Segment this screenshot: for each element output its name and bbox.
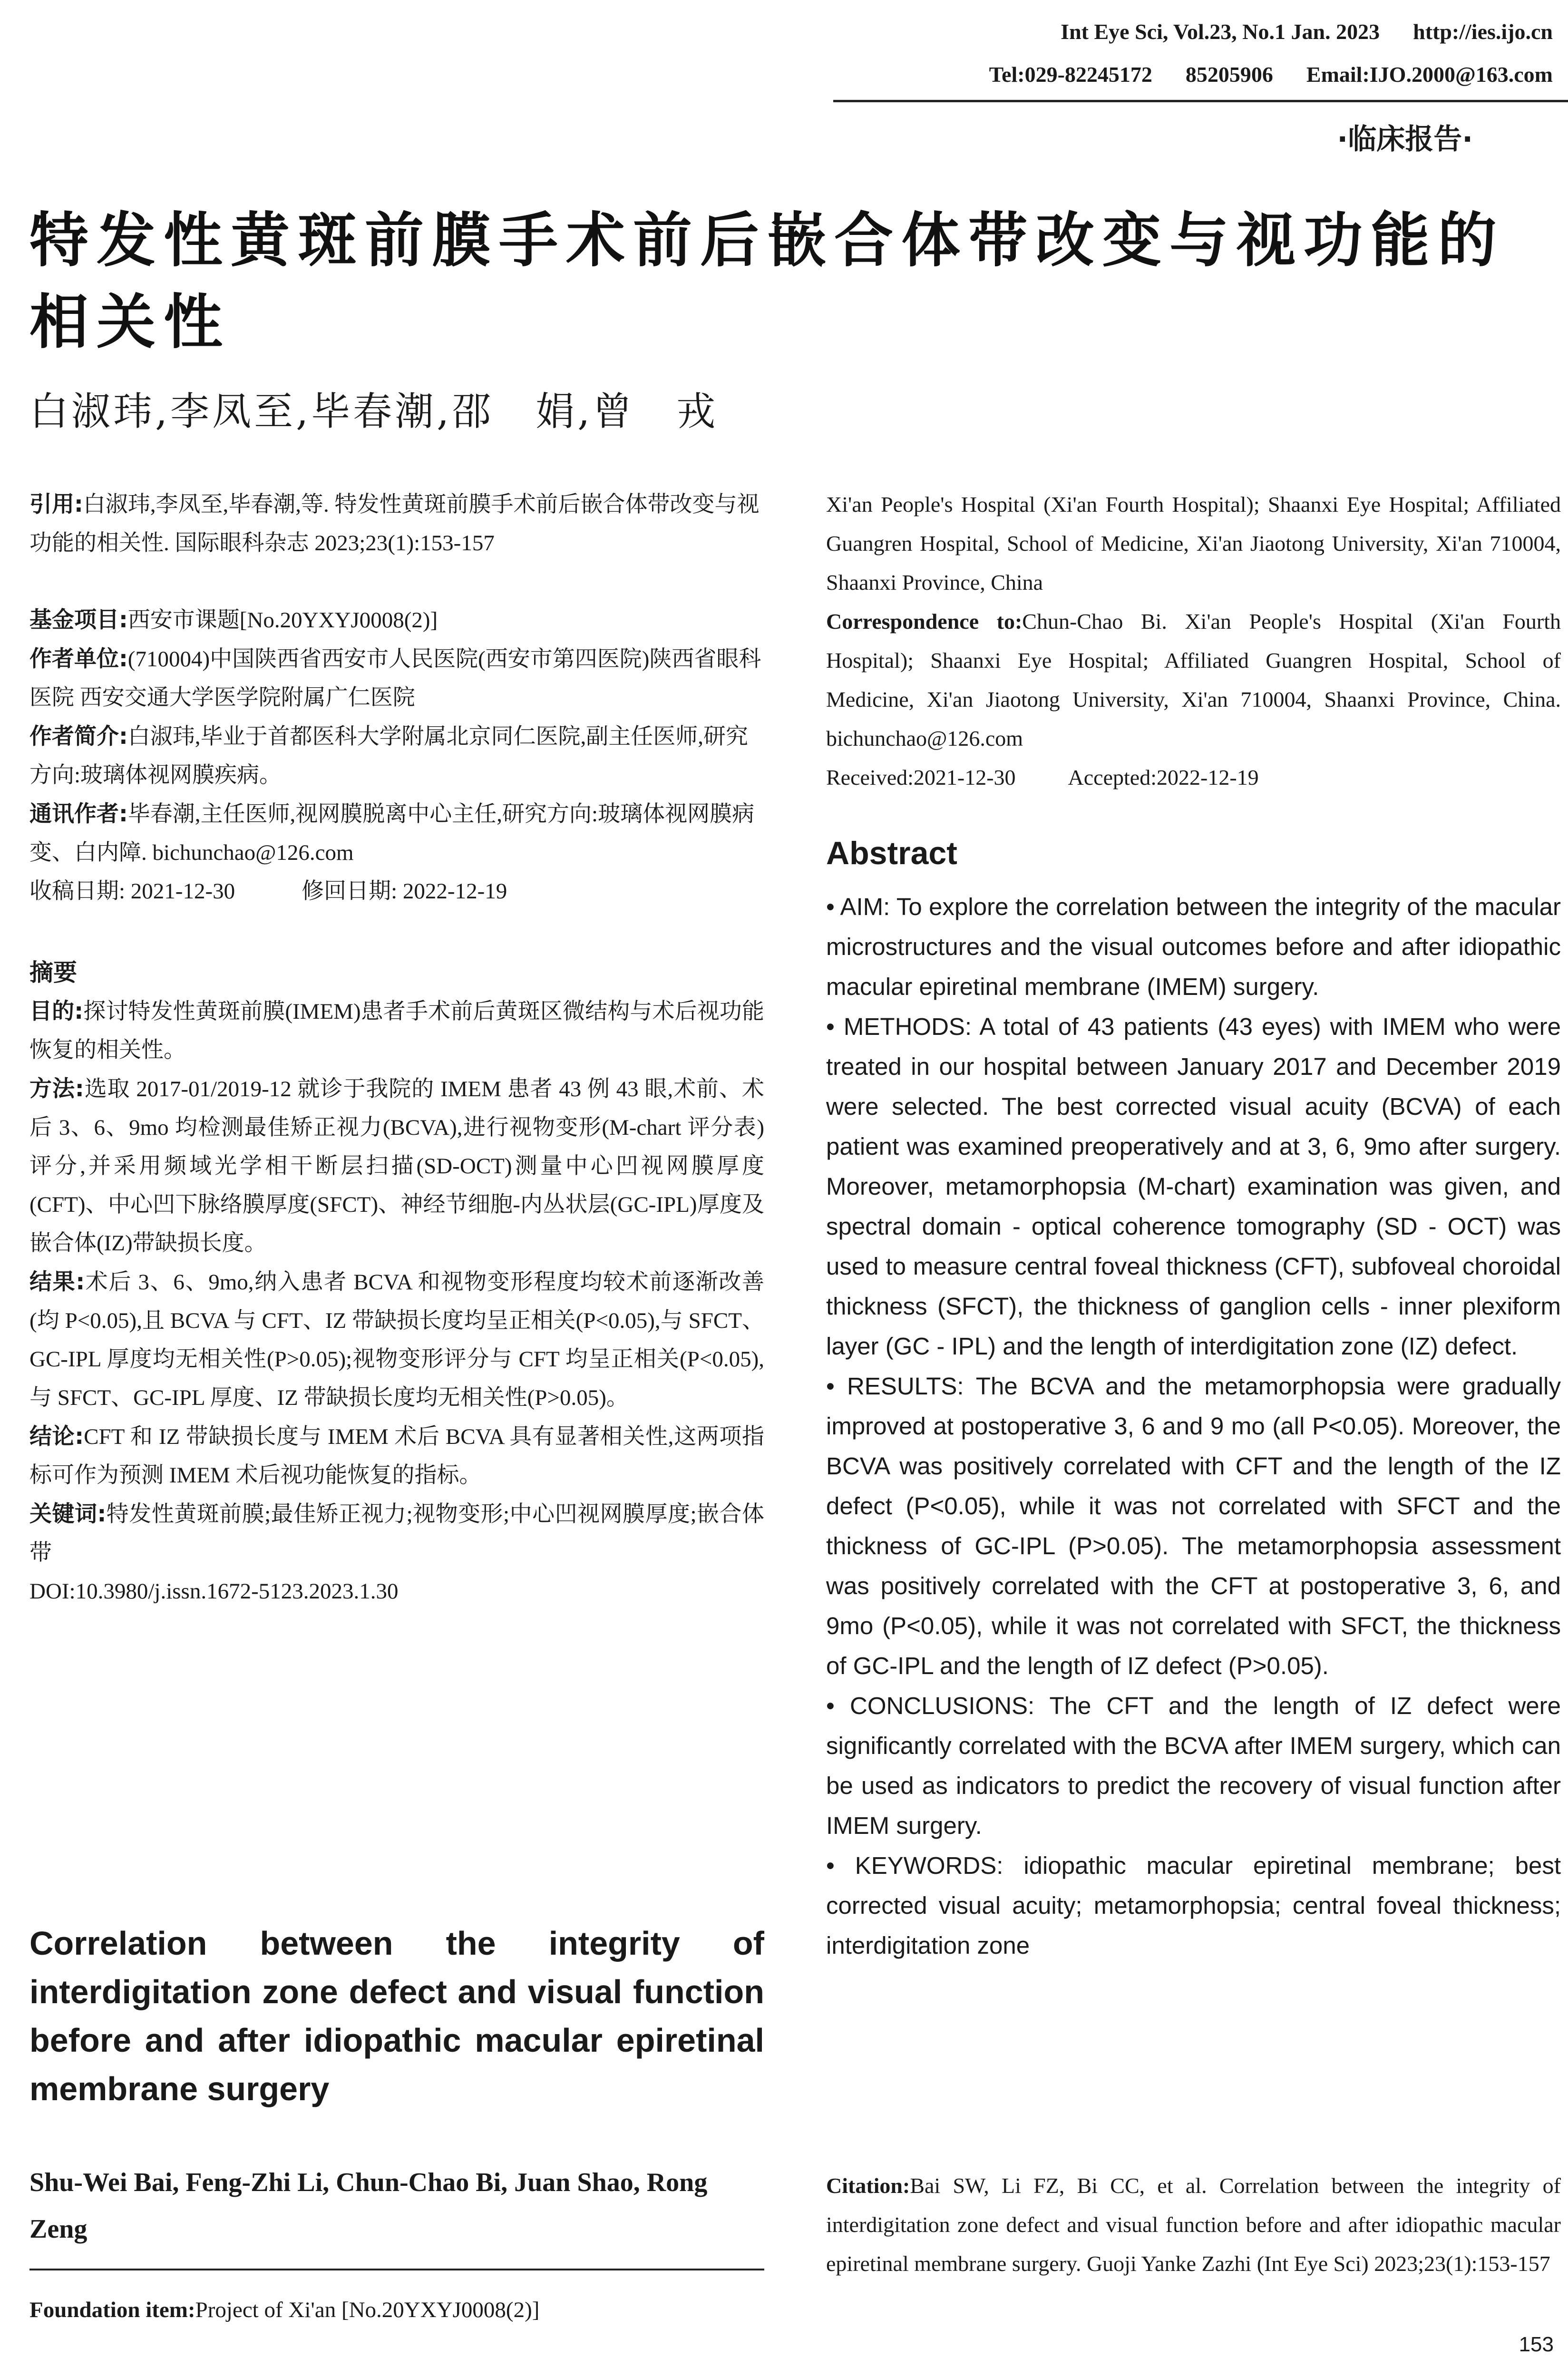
- correspondence-text: Chun-Chao Bi. Xi'an People's Hospital (Xi'an Fourth Hospital); Shaanxi Eye Hospital; Affiliated Guangren Hospital, School of Medicine, Xi'an Jiaotong University, Xi'an 710004, Shaanxi Province, China. bichunchao@126.com: [826, 609, 1561, 750]
- citation-cn-label: 引用:: [29, 491, 83, 517]
- keywords-cn-label: 关键词:: [29, 1501, 107, 1527]
- foundation-item: [29, 2297, 539, 2323]
- fund-info: [29, 601, 764, 640]
- methods-en-label: • METHODS:: [826, 1013, 972, 1040]
- journal-header-line1: [1061, 19, 1553, 44]
- results-en-label: • RESULTS:: [826, 1373, 964, 1400]
- citation-en-label: Citation:: [826, 2173, 910, 2198]
- journal-tel2: 85205906: [1185, 62, 1273, 87]
- aim-en-label: • AIM:: [826, 893, 890, 920]
- keywords-en-label: • KEYWORDS:: [826, 1852, 1003, 1879]
- citation-cn: [29, 485, 764, 563]
- journal-email[interactable]: Email:IJO.2000@163.com: [1306, 62, 1553, 87]
- correspondence-label: Correspondence to:: [826, 609, 1023, 633]
- accepted-en: Accepted:2022-12-19: [1068, 765, 1259, 789]
- results-en-text: The BCVA and the metamorphopsia were gradually improved at postoperative 3, 6 and 9 mo (all P<0.05). Moreover, the BCVA was positively correlated with CFT and the length of the IZ defect (P<0.05), while it was not correlated with SFCT and the thickness of GC-IPL (P>0.05). The metamorphopsia assessment was positively correlated with the CFT at postoperative 3, 6, and 9mo (P<0.05), while it was not correlated with SFCT, the thickness of GC-IPL and the length of IZ defect (P>0.05).: [826, 1373, 1561, 1679]
- received-cn: 收稿日期: 2021-12-30: [29, 879, 235, 904]
- results-en: [826, 1366, 1561, 1686]
- methods-cn-label: 方法:: [29, 1076, 84, 1102]
- aim-cn: [29, 992, 764, 1070]
- aim-en-text: To explore the correlation between the integrity of the macular microstructures and the visual outcomes before and after idiopathic macular epiretinal membrane (IMEM) surgery.: [826, 893, 1561, 1000]
- article-title-en: Correlation between the integrity of interdigitation zone defect and visual function before and after idiopathic macular epiretinal membrane surgery: [29, 1925, 764, 2107]
- results-cn: [29, 1263, 764, 1417]
- conclusion-cn: [29, 1417, 764, 1495]
- methods-cn-text: 选取 2017-01/2019-12 就诊于我院的 IMEM 患者 43 例 43 眼,术前、术后 3、6、9mo 均检测最佳矫正视力(BCVA),进行视物变形(M-chart 评分表)评分,并采用频域光学相干断层扫描(SD-OCT)测量中心凹视网膜厚度(CFT)、中心凹下脉络膜厚度(SFCT)、神经节细胞-内丛状层(GC-IPL)厚度及嵌合体(IZ)带缺损长度。: [29, 1077, 764, 1256]
- authors-en: Shu-Wei Bai, Feng-Zhi Li, Chun-Chao Bi, Juan Shao, Rong Zeng: [29, 2168, 708, 2244]
- section-label: ·临床报告·: [1337, 123, 1473, 156]
- conclusions-en: [826, 1686, 1561, 1846]
- journal-url[interactable]: http://ies.ijo.cn: [1413, 19, 1553, 44]
- foundation-text: Project of Xi'an [No.20YXYJ0008(2)]: [195, 2298, 540, 2322]
- abstract-en: [826, 887, 1561, 1966]
- received-en: Received:2021-12-30: [826, 765, 1016, 789]
- foundation-label: Foundation item:: [29, 2298, 195, 2322]
- conclusion-cn-label: 结论:: [29, 1423, 84, 1450]
- keywords-en-text: idiopathic macular epiretinal membrane; best corrected visual acuity; metamorphopsia; central foveal thickness; interdigitation zone: [826, 1852, 1561, 1959]
- revised-cn: 修回日期: 2022-12-19: [302, 879, 507, 904]
- methods-cn: [29, 1070, 764, 1263]
- affiliation-block: [826, 485, 1561, 797]
- header-rule: [833, 100, 1568, 102]
- citation-en-text: Bai SW, Li FZ, Bi CC, et al. Correlation between the integrity of interdigitation zone defect and visual function before and after idiopathic macular epiretinal membrane surgery. Guoji Yanke Zazhi (Int Eye Sci) 2023;23(1):153-157: [826, 2173, 1561, 2276]
- keywords-cn: [29, 1495, 764, 1572]
- methods-en: [826, 1007, 1561, 1366]
- unit-label: 作者单位:: [29, 646, 128, 672]
- fund-label: 基金项目:: [29, 607, 128, 633]
- abstract-cn-heading: 摘要: [29, 959, 77, 986]
- footnote-rule: [29, 2269, 764, 2270]
- journal-header-line2: [989, 62, 1553, 87]
- corr-cn-text: 毕春潮,主任医师,视网膜脱离中心主任,研究方向:玻璃体视网膜病变、白内障. bichunchao@126.com: [29, 802, 755, 865]
- conclusions-en-text: The CFT and the length of IZ defect were significantly correlated with the BCVA after IMEM surgery, which can be used as indicators to predict the recovery of visual function after IMEM surgery.: [826, 1692, 1561, 1839]
- article-title-cn: 特发性黄斑前膜手术前后嵌合体带改变与视功能的相关性: [29, 206, 1505, 357]
- results-cn-label: 结果:: [29, 1269, 85, 1295]
- bio-label: 作者简介:: [29, 723, 128, 750]
- correspondence-en: [826, 602, 1561, 758]
- journal-tel: Tel:029-82245172: [989, 62, 1152, 87]
- left-column: [29, 485, 764, 1611]
- corr-cn-label: 通讯作者:: [29, 801, 128, 827]
- affiliation-en: Xi'an People's Hospital (Xi'an Fourth Hospital); Shaanxi Eye Hospital; Affiliated Guangren Hospital, School of Medicine, Xi'an Jiaotong University, Xi'an 710004, Shaanxi Province, China: [826, 492, 1561, 594]
- bio-info: [29, 717, 764, 795]
- aim-cn-label: 目的:: [29, 998, 84, 1024]
- results-cn-text: 术后 3、6、9mo,纳入患者 BCVA 和视物变形程度均较术前逐渐改善(均 P<0.05),且 BCVA 与 CFT、IZ 带缺损长度均呈正相关(P<0.05),与 SFCT、GC-IPL 厚度均无相关性(P>0.05);视物变形评分与 CFT 均呈正相关(P<0.05),与 SFCT、GC-IPL 厚度、IZ 带缺损长度均无相关性(P>0.05)。: [29, 1270, 764, 1410]
- citation-en: [826, 2166, 1561, 2283]
- journal-issue: Int Eye Sci, Vol.23, No.1 Jan. 2023: [1061, 19, 1380, 44]
- keywords-cn-text: 特发性黄斑前膜;最佳矫正视力;视物变形;中心凹视网膜厚度;嵌合体带: [29, 1502, 764, 1565]
- corr-info-cn: [29, 795, 764, 872]
- unit-text: (710004)中国陕西省西安市人民医院(西安市第四医院)陕西省眼科医院 西安交通大学医学院附属广仁医院: [29, 647, 761, 710]
- unit-info: [29, 640, 764, 717]
- authors-cn: 白淑玮,李凤至,毕春潮,邵 娟,曾 戎: [29, 389, 719, 434]
- methods-en-text: A total of 43 patients (43 eyes) with IMEM who were treated in our hospital between January 2017 and December 2019 were selected. The best corrected visual acuity (BCVA) of each patient was examined preoperatively and at 3, 6, 9mo after surgery. Moreover, metamorphopsia (M-chart) examination was given, and spectral domain - optical coherence tomography (SD - OCT) was used to measure central foveal thickness (CFT), subfoveal choroidal thickness (SFCT), the thickness of ganglion cells - inner plexiform layer (GC - IPL) and the length of interdigitation zone (IZ) defect.: [826, 1013, 1561, 1360]
- keywords-en: [826, 1846, 1561, 1966]
- page-number: 153: [1519, 2333, 1554, 2356]
- dates-en: [826, 758, 1561, 797]
- citation-cn-text: 白淑玮,李凤至,毕春潮,等. 特发性黄斑前膜手术前后嵌合体带改变与视功能的相关性. 国际眼科杂志 2023;23(1):153-157: [29, 492, 760, 555]
- bio-text: 白淑玮,毕业于首都医科大学附属北京同仁医院,副主任医师,研究方向:玻璃体视网膜疾病。: [29, 724, 749, 788]
- abstract-en-heading: Abstract: [826, 835, 957, 871]
- conclusions-en-label: • CONCLUSIONS:: [826, 1692, 1035, 1719]
- doi[interactable]: DOI:10.3980/j.issn.1672-5123.2023.1.30: [29, 1579, 399, 1604]
- dates-cn: [29, 872, 764, 911]
- conclusion-cn-text: CFT 和 IZ 带缺损长度与 IMEM 术后 BCVA 具有显著相关性,这两项指标可作为预测 IMEM 术后视功能恢复的指标。: [29, 1424, 764, 1488]
- abstract-cn: [29, 954, 764, 1611]
- fund-text: 西安市课题[No.20YXYJ0008(2)]: [127, 608, 438, 633]
- aim-en: [826, 887, 1561, 1007]
- aim-cn-text: 探讨特发性黄斑前膜(IMEM)患者手术前后黄斑区微结构与术后视功能恢复的相关性。: [29, 999, 764, 1062]
